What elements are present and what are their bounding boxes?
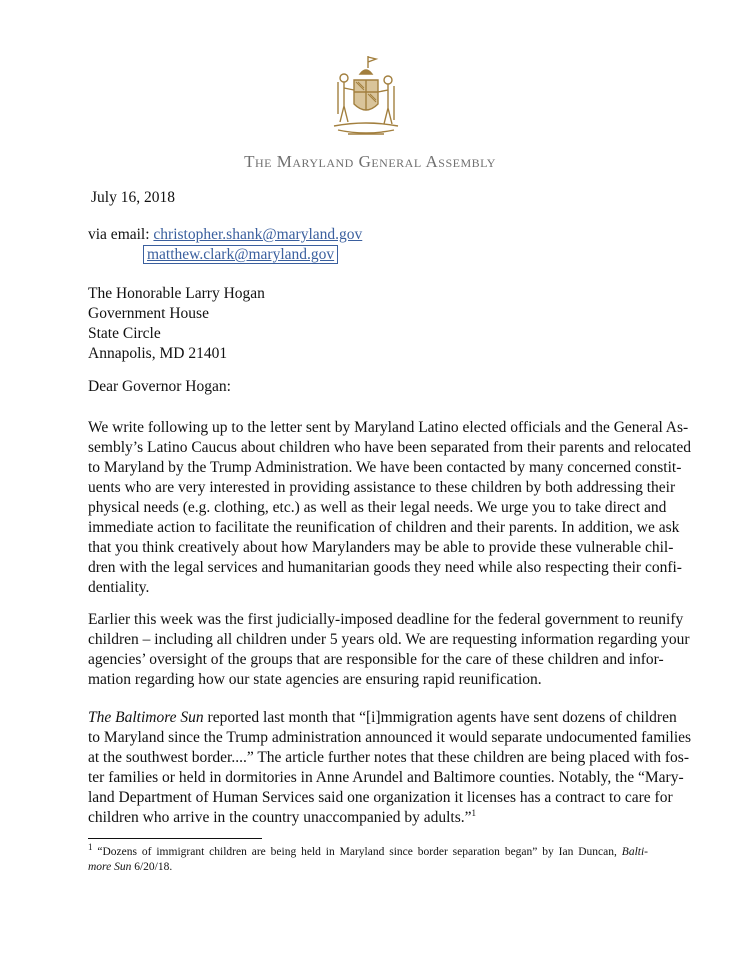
newspaper-title: The Baltimore Sun (88, 709, 204, 726)
paragraph-text: reported last month that “[i]mmigration agents have sent dozens of children (203, 709, 677, 726)
paragraph-line: land Department of Human Services said one organization it licenses has a contract to care for (88, 789, 673, 806)
paragraph-line: uents who are very interested in providing assistance to these children by both addressing their (88, 479, 676, 496)
paragraph-text: children who arrive in the country unaccompanied by adults.” (88, 809, 472, 826)
paragraph-line: that you think creatively about how Marylanders may be able to provide these vulnerable chil- (88, 539, 674, 556)
letterhead-title: The Maryland General Assembly (244, 152, 496, 171)
footnote-text: “Dozens of immigrant children are being held in Maryland since border separation began” by Ian Duncan, (92, 846, 622, 858)
paragraph-line: immediate action to facilitate the reunification of children and their parents. In addition, we ask (88, 519, 680, 536)
paragraph-line: agencies’ oversight of the groups that are responsible for the care of these children and infor- (88, 651, 664, 668)
paragraph-line: ter families or held in dormitories in Anne Arundel and Baltimore counties. Notably, the “Mary- (88, 769, 684, 786)
footnote (88, 842, 648, 875)
footnote-line (88, 842, 648, 860)
paragraph-line (88, 808, 651, 828)
email-prefix: via email: (88, 226, 150, 243)
paragraph-line: to Maryland since the Trump administration announced it would separate undocumented families (88, 729, 692, 746)
footnote-source: more Sun (88, 861, 132, 873)
paragraph-line: mation regarding how our state agencies are ensuring rapid reunification. (88, 671, 542, 688)
salutation: Dear Governor Hogan: (88, 378, 231, 395)
paragraph-line: Earlier this week was the first judicially-imposed deadline for the federal government to reunify (88, 611, 684, 628)
paragraph-line (88, 708, 677, 728)
paragraph-line: sembly’s Latino Caucus about children who have been separated from their parents and relocated (88, 439, 691, 456)
paragraph-3 (88, 708, 692, 828)
footnote-divider (88, 838, 262, 839)
paragraph-line: physical needs (e.g. clothing, etc.) as well as their legal needs. We urge you to take direct and (88, 499, 667, 516)
footnote-reference: 1 (471, 807, 476, 818)
paragraph-line: at the southwest border....” The article further notes that these children are being placed with fos- (88, 749, 689, 766)
email-link-2[interactable]: matthew.clark@maryland.gov (143, 245, 338, 264)
paragraph-line: to Maryland by the Trump Administration. We have been contacted by many concerned constit- (88, 459, 682, 476)
paragraph-2 (88, 610, 690, 690)
recipient-line-4: Annapolis, MD 21401 (88, 345, 228, 362)
email-link-1[interactable]: christopher.shank@maryland.gov (153, 226, 363, 243)
footnote-source: Balti- (621, 846, 648, 858)
paragraph-line: We write following up to the letter sent by Maryland Latino elected officials and the General As- (88, 419, 689, 436)
recipient-line-2: Government House (88, 305, 209, 322)
paragraph-line: dentiality. (88, 579, 150, 596)
footnote-date: 6/20/18. (131, 861, 173, 873)
maryland-state-seal-icon (318, 52, 414, 148)
recipient-line-3: State Circle (88, 325, 161, 342)
paragraph-line: dren with the legal services and humanitarian goods they need while also respecting their confi- (88, 559, 682, 576)
footnote-number: 1 (88, 842, 93, 853)
paragraph-1 (88, 418, 691, 598)
paragraph-line: children – including all children under 5 years old. We are requesting information regarding your (88, 631, 690, 648)
email-block (88, 225, 362, 265)
letter-date: July 16, 2018 (91, 189, 175, 206)
recipient-address (88, 284, 265, 364)
recipient-name: The Honorable Larry Hogan (88, 285, 265, 302)
footnote-line (88, 860, 648, 875)
